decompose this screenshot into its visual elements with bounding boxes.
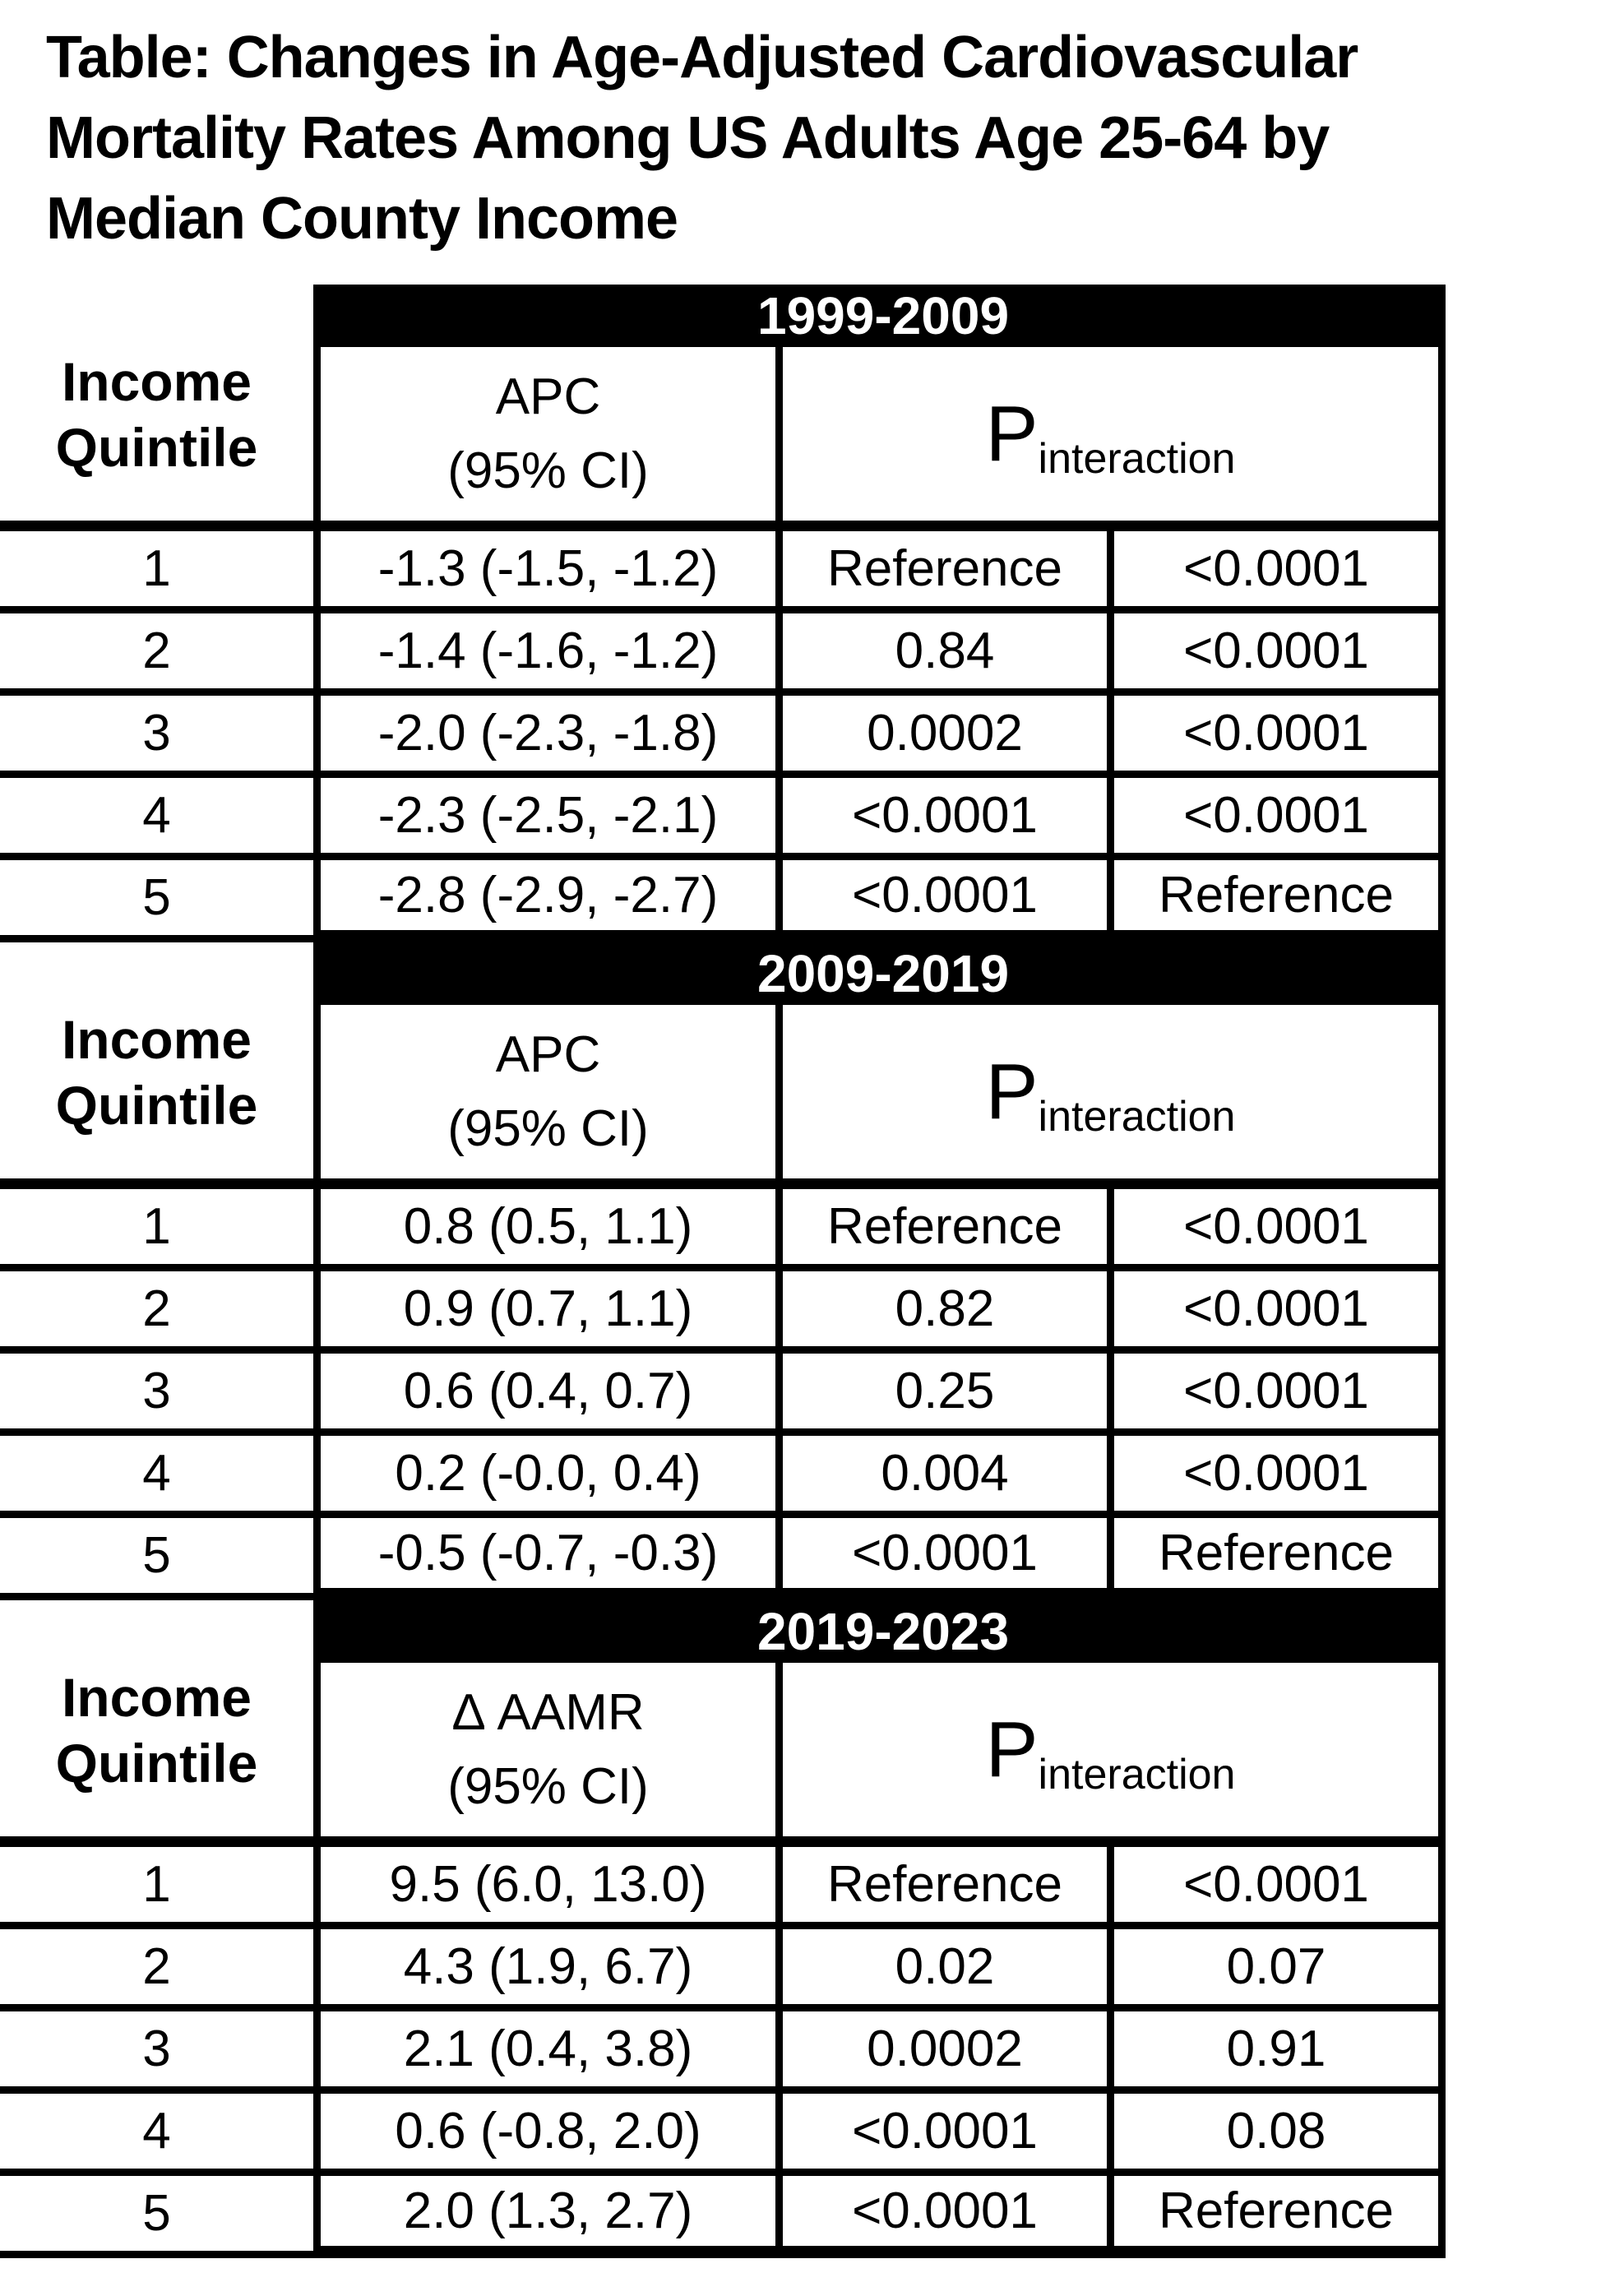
quintile-cell: 4 (0, 778, 321, 860)
p-label: P (985, 1047, 1039, 1136)
p-vs-quintile5-cell: Reference (1114, 860, 1446, 942)
estimate-cell: 0.2 (-0.0, 0.4) (321, 1436, 783, 1518)
estimate-cell: -1.3 (-1.5, -1.2) (321, 531, 783, 613)
p-subscript-label: interaction (1038, 434, 1236, 483)
estimate-cell: 0.9 (0.7, 1.1) (321, 1271, 783, 1354)
p-vs-quintile5-cell: <0.0001 (1114, 778, 1446, 860)
income-header-line1: Income (61, 1667, 252, 1729)
income-quintile-header (0, 285, 321, 531)
p-vs-quintile5-cell: Reference (1114, 1518, 1446, 1600)
p-vs-quintile5-cell: <0.0001 (1114, 1189, 1446, 1271)
effect-header-line1: APC (495, 1025, 601, 1083)
effect-header-line1: Δ AAMR (451, 1683, 645, 1741)
p-vs-quintile5-cell: 0.07 (1114, 1929, 1446, 2011)
estimate-cell: 9.5 (6.0, 13.0) (321, 1847, 783, 1929)
p-vs-quintile1-cell: Reference (783, 1189, 1114, 1271)
effect-estimate-header (321, 347, 783, 531)
quintile-cell: 4 (0, 1436, 321, 1518)
effect-header-line1: APC (495, 368, 601, 425)
table-section (0, 942, 1446, 1600)
p-vs-quintile5-cell: <0.0001 (1114, 1271, 1446, 1354)
income-quintile-header (0, 942, 321, 1189)
p-vs-quintile1-cell: 0.004 (783, 1436, 1114, 1518)
p-vs-quintile1-cell: Reference (783, 1847, 1114, 1929)
p-vs-quintile1-cell: 0.25 (783, 1354, 1114, 1436)
estimate-cell: 0.8 (0.5, 1.1) (321, 1189, 783, 1271)
effect-header-line2: (95% CI) (447, 1099, 649, 1157)
p-vs-quintile5-cell: 0.91 (1114, 2011, 1446, 2094)
quintile-cell: 4 (0, 2094, 321, 2176)
quintile-cell: 2 (0, 613, 321, 696)
table-section (0, 1600, 1446, 2258)
p-vs-quintile5-cell: 0.08 (1114, 2094, 1446, 2176)
p-label: P (985, 389, 1039, 478)
p-vs-quintile1-cell: 0.02 (783, 1929, 1114, 2011)
quintile-cell: 1 (0, 531, 321, 613)
income-header-line2: Quintile (55, 416, 258, 478)
effect-header-line2: (95% CI) (447, 1757, 649, 1815)
quintile-cell: 3 (0, 696, 321, 778)
p-subscript-label: interaction (1038, 1092, 1236, 1141)
estimate-cell: 4.3 (1.9, 6.7) (321, 1929, 783, 2011)
p-vs-quintile1-cell: <0.0001 (783, 860, 1114, 942)
p-subscript-label: interaction (1038, 1750, 1236, 1798)
period-band: 1999-2009 (321, 285, 1446, 347)
income-quintile-header (0, 1600, 321, 1847)
estimate-cell: 0.6 (-0.8, 2.0) (321, 2094, 783, 2176)
estimate-cell: 2.0 (1.3, 2.7) (321, 2176, 783, 2258)
quintile-cell: 2 (0, 1271, 321, 1354)
quintile-cell: 5 (0, 1518, 321, 1600)
p-interaction-header (783, 347, 1446, 531)
table-section (0, 285, 1446, 942)
quintile-cell: 1 (0, 1847, 321, 1929)
estimate-cell: 0.6 (0.4, 0.7) (321, 1354, 783, 1436)
p-vs-quintile1-cell: <0.0001 (783, 778, 1114, 860)
p-vs-quintile5-cell: <0.0001 (1114, 613, 1446, 696)
quintile-cell: 5 (0, 2176, 321, 2258)
effect-header-line2: (95% CI) (447, 442, 649, 499)
p-vs-quintile5-cell: Reference (1114, 2176, 1446, 2258)
estimate-cell: 2.1 (0.4, 3.8) (321, 2011, 783, 2094)
p-vs-quintile1-cell: 0.82 (783, 1271, 1114, 1354)
p-vs-quintile1-cell: <0.0001 (783, 2094, 1114, 2176)
quintile-cell: 1 (0, 1189, 321, 1271)
p-vs-quintile5-cell: <0.0001 (1114, 531, 1446, 613)
p-label: P (985, 1705, 1039, 1794)
p-vs-quintile1-cell: <0.0001 (783, 2176, 1114, 2258)
p-vs-quintile5-cell: <0.0001 (1114, 1847, 1446, 1929)
p-vs-quintile1-cell: 0.0002 (783, 2011, 1114, 2094)
p-vs-quintile5-cell: <0.0001 (1114, 1436, 1446, 1518)
p-vs-quintile5-cell: <0.0001 (1114, 696, 1446, 778)
income-header-line1: Income (61, 351, 252, 413)
estimate-cell: -0.5 (-0.7, -0.3) (321, 1518, 783, 1600)
page-title: Table: Changes in Age-Adjusted Cardiovascular Mortality Rates Among US Adults Age 25-64 by Median County Income (46, 25, 1358, 252)
estimate-cell: -2.3 (-2.5, -2.1) (321, 778, 783, 860)
quintile-cell: 5 (0, 860, 321, 942)
effect-estimate-header (321, 1005, 783, 1189)
period-band: 2009-2019 (321, 942, 1446, 1005)
p-vs-quintile1-cell: 0.84 (783, 613, 1114, 696)
income-header-line2: Quintile (55, 1074, 258, 1136)
p-interaction-header (783, 1005, 1446, 1189)
p-interaction-header (783, 1663, 1446, 1847)
period-band: 2019-2023 (321, 1600, 1446, 1663)
p-vs-quintile5-cell: <0.0001 (1114, 1354, 1446, 1436)
estimate-cell: -2.0 (-2.3, -1.8) (321, 696, 783, 778)
quintile-cell: 3 (0, 2011, 321, 2094)
quintile-cell: 2 (0, 1929, 321, 2011)
estimate-cell: -1.4 (-1.6, -1.2) (321, 613, 783, 696)
income-header-line2: Quintile (55, 1732, 258, 1794)
p-vs-quintile1-cell: 0.0002 (783, 696, 1114, 778)
p-vs-quintile1-cell: Reference (783, 531, 1114, 613)
effect-estimate-header (321, 1663, 783, 1847)
mortality-table (0, 285, 1446, 2258)
p-vs-quintile1-cell: <0.0001 (783, 1518, 1114, 1600)
income-header-line1: Income (61, 1009, 252, 1071)
quintile-cell: 3 (0, 1354, 321, 1436)
estimate-cell: -2.8 (-2.9, -2.7) (321, 860, 783, 942)
